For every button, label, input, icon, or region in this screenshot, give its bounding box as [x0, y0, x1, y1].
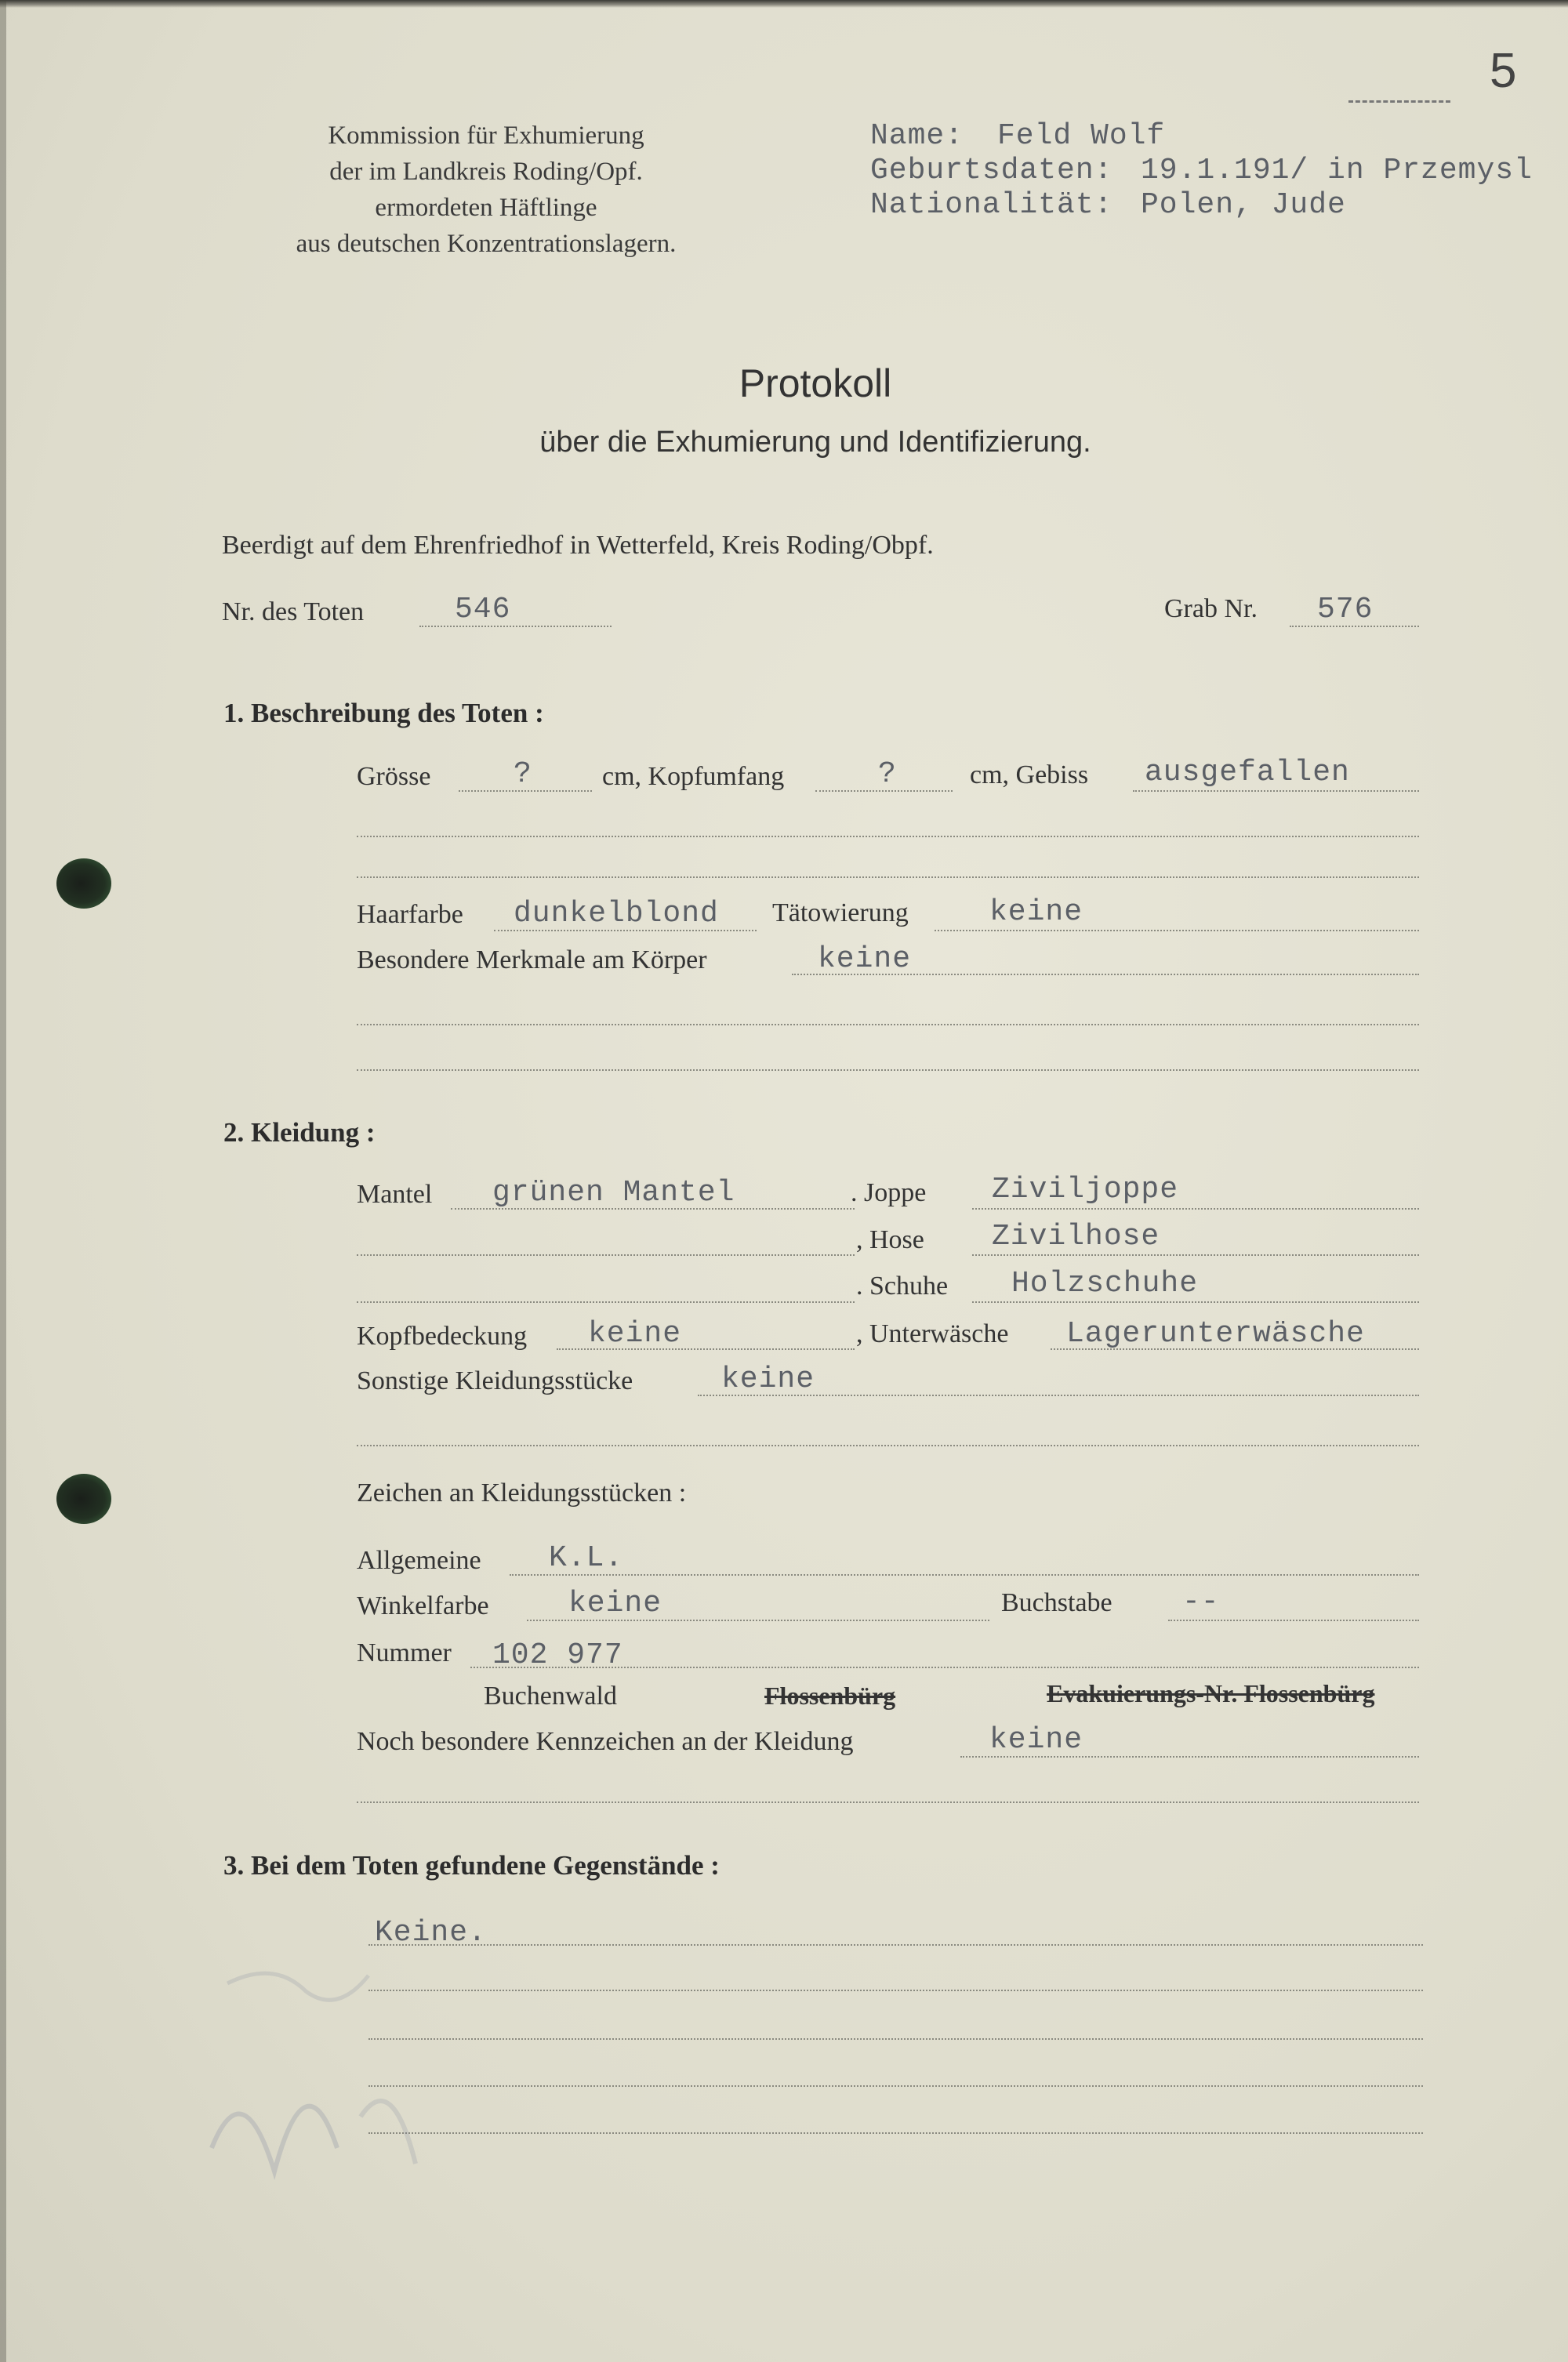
groesse-label: Grösse [357, 762, 431, 791]
commission-block [235, 118, 737, 262]
gebiss-line [1133, 790, 1419, 792]
joppe-line [972, 1208, 1419, 1210]
blank-line [357, 1069, 1419, 1071]
besondere-kennzeichen-value: keine [989, 1723, 1083, 1757]
birth-value: 19.1.191/ in Przemysl [1141, 154, 1533, 187]
winkelfarbe-label: Winkelfarbe [357, 1591, 489, 1620]
mantel-value: grünen Mantel [492, 1176, 735, 1210]
groesse-value: ? [514, 757, 532, 791]
haarfarbe-value: dunkelblond [514, 897, 719, 931]
sonstige-value: keine [721, 1362, 815, 1396]
joppe-value: Ziviljoppe [992, 1173, 1179, 1206]
nr-toten-line [419, 626, 612, 627]
blank-line [368, 2132, 1423, 2134]
commission-line-1: Kommission für Exhumierung [328, 122, 644, 150]
blank-line [368, 2038, 1423, 2040]
section-3-value: Keine. [375, 1916, 487, 1950]
blank-line [368, 1944, 1423, 1946]
buchstabe-label: Buchstabe [1001, 1588, 1112, 1617]
blank-line [357, 1024, 1419, 1025]
commission-line-3: ermordeten Häftlinge [375, 194, 597, 222]
sonstige-label: Sonstige Kleidungsstücke [357, 1366, 633, 1395]
blank-line [357, 1801, 1419, 1803]
birth-label: Geburtsdaten: [870, 154, 1113, 187]
nr-toten-label: Nr. des Toten [222, 597, 365, 626]
buchstabe-line [1168, 1620, 1419, 1621]
blank-line [357, 1301, 855, 1303]
punch-hole [56, 1474, 111, 1524]
kopfbedeckung-label: Kopfbedeckung [357, 1322, 528, 1351]
schuhe-label: . Schuhe [856, 1272, 949, 1301]
taetowierung-line [935, 930, 1419, 931]
schuhe-value: Holzschuhe [1011, 1267, 1199, 1301]
nummer-label: Nummer [357, 1638, 452, 1667]
gebiss-value: ausgefallen [1145, 756, 1350, 789]
grab-nr-label: Grab Nr. [1164, 594, 1258, 623]
evakuierung-label: Evakuierungs-Nr. Flossenbürg [1047, 1679, 1375, 1707]
hose-label: , Hose [856, 1225, 924, 1254]
joppe-label: . Joppe [851, 1178, 927, 1207]
blank-line [357, 1254, 855, 1256]
unterwaesche-value: Lagerunterwäsche [1066, 1317, 1365, 1351]
burial-line: Beerdigt auf dem Ehrenfriedhof in Wetterfeld, Kreis Roding/Obpf. [222, 531, 934, 560]
haarfarbe-label: Haarfarbe [357, 900, 463, 929]
blank-line [368, 2085, 1423, 2087]
name-label: Name: [870, 119, 964, 153]
page-top-edge [0, 0, 1568, 8]
besondere-kennzeichen-label: Noch besondere Kennzeichen an der Kleidung [357, 1727, 854, 1756]
page-number: 5 [1490, 44, 1517, 98]
nummer-value: 102 977 [492, 1638, 623, 1672]
section-2-heading: 2. Kleidung : [223, 1117, 376, 1148]
merkmale-value: keine [818, 942, 912, 976]
nationality-label: Nationalität: [870, 188, 1113, 222]
hose-value: Zivilhose [992, 1220, 1160, 1254]
taetowierung-value: keine [989, 895, 1083, 929]
flossenbuerg-label: Flossenbürg [764, 1682, 896, 1710]
buchstabe-value: -- [1182, 1585, 1220, 1619]
page-title: Protokoll [739, 361, 892, 405]
unterwaesche-label: , Unterwäsche [856, 1319, 1009, 1348]
allgemeine-label: Allgemeine [357, 1546, 481, 1575]
page-number-dash [1348, 100, 1450, 103]
blank-line [368, 1990, 1423, 1991]
blank-line [357, 1445, 1419, 1446]
taetowierung-label: Tätowierung [772, 898, 909, 927]
winkelfarbe-value: keine [568, 1587, 662, 1620]
merkmale-label: Besondere Merkmale am Körper [357, 945, 707, 974]
allgemeine-value: K.L. [549, 1541, 624, 1575]
nationality-value: Polen, Jude [1141, 188, 1346, 222]
name-value: Feld Wolf [997, 119, 1166, 153]
blank-line [357, 876, 1419, 878]
cm-gebiss-label: cm, Gebiss [970, 760, 1089, 789]
blank-line [357, 836, 1419, 837]
nr-toten-value: 546 [455, 593, 511, 626]
commission-line-4: aus deutschen Konzentrationslagern. [296, 230, 677, 258]
page-subtitle: über die Exhumierung und Identifizierung. [539, 426, 1091, 459]
faint-pencil-marks [180, 1913, 463, 2242]
kopfbedeckung-value: keine [588, 1317, 682, 1351]
buchenwald-label: Buchenwald [484, 1682, 617, 1711]
schuhe-line [972, 1301, 1419, 1303]
page-left-edge [0, 0, 6, 2362]
zeichen-label: Zeichen an Kleidungsstücken : [357, 1479, 687, 1508]
allgemeine-line [510, 1574, 1419, 1576]
cm-kopfumfang-label: cm, Kopfumfang [602, 762, 785, 791]
punch-hole [56, 858, 111, 909]
grab-nr-value: 576 [1317, 593, 1374, 626]
mantel-label: Mantel [357, 1180, 433, 1209]
section-1-heading: 1. Beschreibung des Toten : [223, 698, 544, 728]
hose-line [972, 1254, 1419, 1256]
kopfumfang-value: ? [878, 757, 897, 791]
section-3-heading: 3. Bei dem Toten gefundene Gegenstände : [223, 1850, 720, 1881]
commission-line-2: der im Landkreis Roding/Opf. [329, 158, 643, 186]
